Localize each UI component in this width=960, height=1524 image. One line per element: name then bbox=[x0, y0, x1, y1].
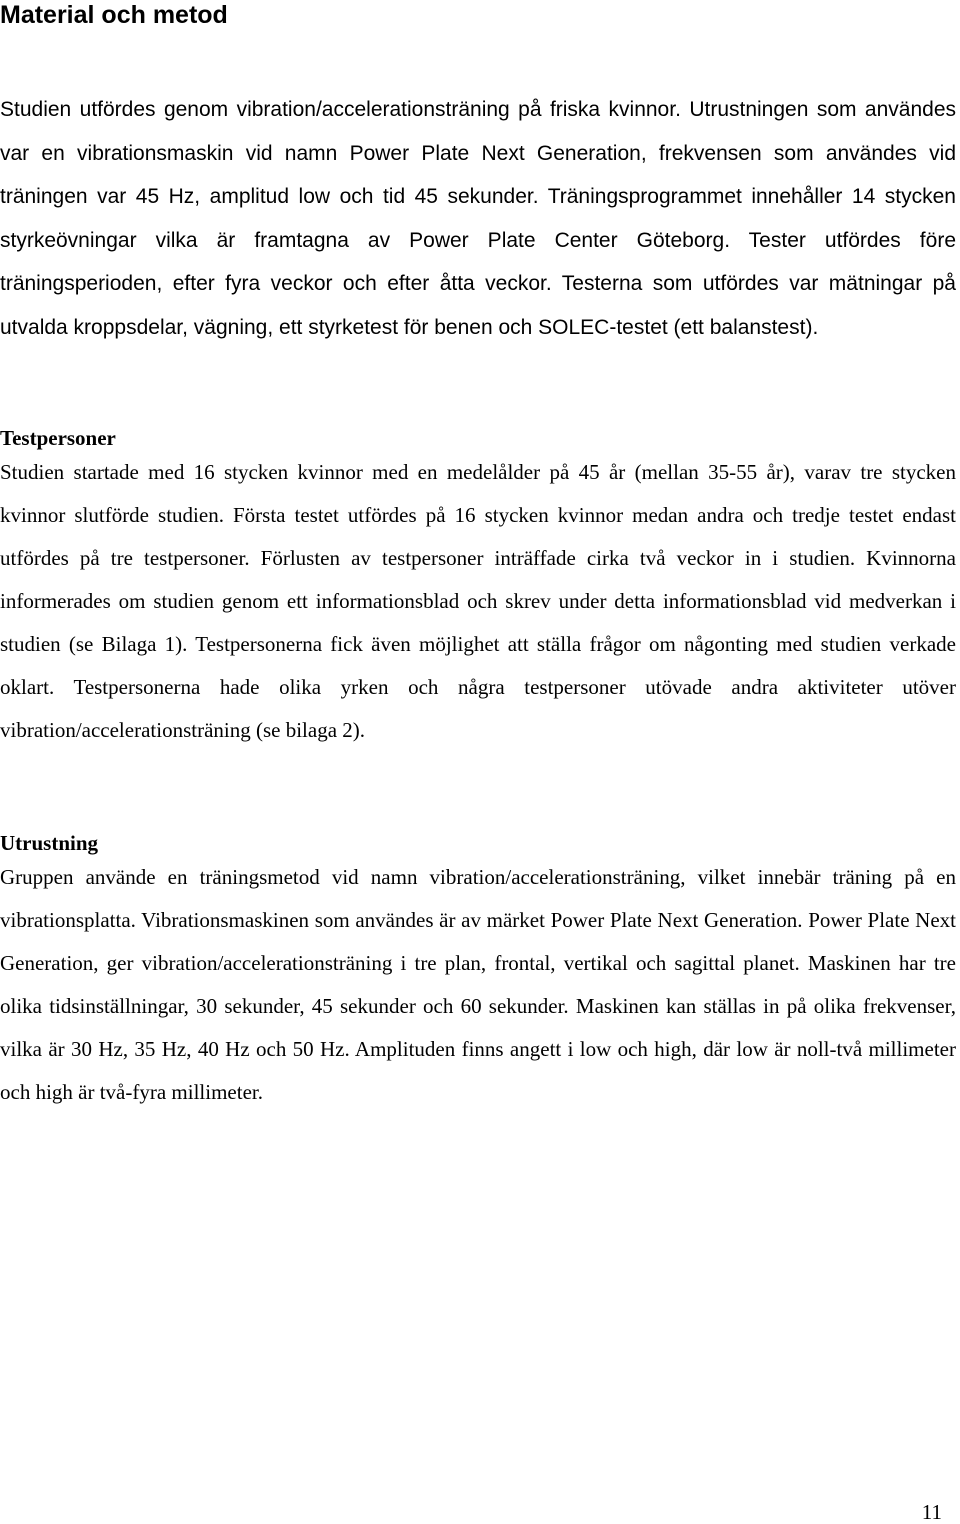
section-heading-utrustning: Utrustning bbox=[0, 831, 99, 855]
section-paragraph-testpersoner: Studien startade med 16 stycken kvinnor med en medelålder på 45 år (mellan 35-55 år), varav tre stycken kvinnor slutförde studien. Första testet utfördes på 16 stycken kvinnor medan andra och tredje testet endast utfördes på tre testpersoner. Förlusten av testpersoner inträffade cirka två veckor in i studien. Kvinnorna informerades om studien genom ett informationsblad och skrev under detta informationsblad vid medverkan i studien (se Bilaga 1). Testpersonerna fick även möjlighet att ställa frågor om någonting med studien verkade oklart. Testpersonerna hade olika yrken och några testpersoner utövade andra aktiviteter utöver vibration/accelerationsträning (se bilaga 2). bbox=[0, 460, 956, 742]
page-number: 11 bbox=[921, 1500, 942, 1524]
intro-paragraph: Studien utfördes genom vibration/accelerationsträning på friska kvinnor. Utrustningen som användes var en vibrationsmaskin vid namn Power Plate Next Generation, frekvensen som användes vid träningen var 45 Hz, amplitud low och tid 45 sekunder. Träningsprogrammet innehåller 14 stycken styrkeövningar vilka är framtagna av Power Plate Center Göteborg. Tester utfördes före träningsperioden, efter fyra veckor och efter åtta veckor. Testerna som utfördes var mätningar på utvalda kroppsdelar, vägning, ett styrketest för benen och SOLEC-testet (ett balanstest). bbox=[0, 98, 956, 339]
page-title: Material och metod bbox=[0, 1, 228, 29]
section-heading-testpersoner: Testpersoner bbox=[0, 426, 116, 450]
section-paragraph-utrustning: Gruppen använde en träningsmetod vid namn vibration/accelerationsträning, vilket innebär träning på en vibrationsplatta. Vibrationsmaskinen som användes är av märket Power Plate Next Generation. Power Plate Next Generation, ger vibration/accelerationsträning i tre plan, frontal, vertikal och sagittal planet. Maskinen har tre olika tidsinställningar, 30 sekunder, 45 sekunder och 60 sekunder. Maskinen kan ställas in på olika frekvenser, vilka är 30 Hz, 35 Hz, 40 Hz och 50 Hz. Amplituden finns angett i low och high, där low är noll-två millimeter och high är två-fyra millimeter. bbox=[0, 865, 956, 1104]
